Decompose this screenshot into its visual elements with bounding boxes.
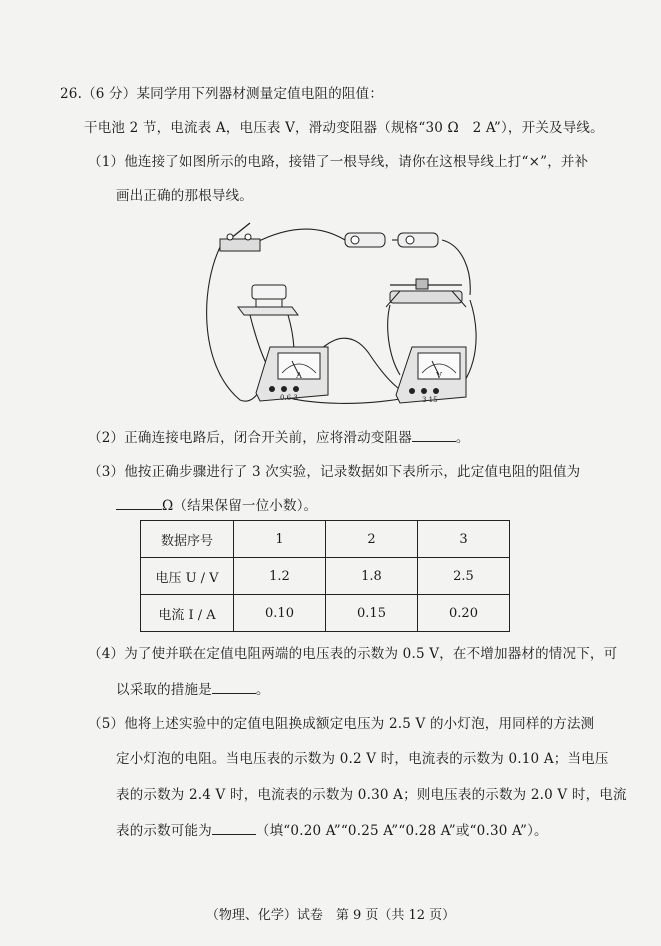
part3-text: Ω（结果保留一位小数）。 (162, 498, 318, 514)
part5-line2: 定小灯泡的电阻。当电压表的示数为 0.2 V 时，电流表的示数为 0.10 A；当电压 (116, 751, 609, 767)
voltmeter-label: V (436, 371, 442, 380)
battery-pair (345, 233, 438, 247)
part2-text: （2）正确连接电路后，闭合开关前，应将滑动变阻器 (88, 430, 412, 446)
circuit-diagram (200, 215, 490, 410)
ammeter-component (256, 347, 328, 402)
part2-line (88, 426, 470, 446)
part4-end: 。 (255, 682, 270, 698)
current-label: 电流 I / A (141, 595, 234, 632)
voltage-value: 2.5 (418, 558, 510, 595)
materials-text: 干电池 2 节，电流表 A，电压表 V，滑动变阻器（规格“30 Ω 2 A”），开关及导线。 (84, 120, 604, 136)
table-header-cell: 1 (234, 521, 326, 558)
table-header-cell: 数据序号 (141, 521, 234, 558)
question-title: 26.（6 分）某同学用下列器材测量定值电阻的阻值： (60, 86, 384, 102)
voltage-value: 1.2 (234, 558, 326, 595)
resistor-component (238, 285, 298, 315)
voltage-label: 电压 U / V (141, 558, 234, 595)
part3-answer-blank[interactable] (116, 497, 162, 510)
table-row-header (141, 521, 510, 558)
part2-answer-blank[interactable] (412, 429, 456, 442)
part5-text: 表的示数可能为 (116, 823, 212, 839)
voltage-value: 1.8 (326, 558, 418, 595)
voltmeter-terminals: 3 15 (422, 396, 438, 404)
part2-end: 。 (455, 430, 470, 446)
data-table (140, 520, 510, 632)
part5-line1: （5）他将上述实验中的定值电阻换成额定电压为 2.5 V 的小灯泡，用同样的方法测 (88, 716, 595, 732)
part4-line1: （4）为了使并联在定值电阻两端的电压表的示数为 0.5 V，在不增加器材的情况下，可 (88, 646, 618, 662)
part3-line1: （3）他按正确步骤进行了 3 次实验，记录数据如下表所示，此定值电阻的阻值为 (88, 464, 581, 480)
part4-line2 (116, 678, 270, 698)
part1-line1: （1）他连接了如图所示的电路，接错了一根导线，请你在这根导线上打“×”，并补 (88, 154, 589, 170)
part5-options: （填“0.20 A”“0.25 A”“0.28 A”或“0.30 A”）。 (255, 823, 548, 839)
ammeter-terminals: 0.6 3 (280, 394, 298, 402)
table-header-cell: 2 (326, 521, 418, 558)
part3-line2 (116, 494, 317, 514)
part4-text: 以采取的措施是 (116, 682, 212, 698)
rheostat-component (386, 279, 466, 307)
voltmeter-component (396, 347, 466, 404)
current-value: 0.15 (326, 595, 418, 632)
part4-answer-blank[interactable] (212, 681, 256, 694)
part5-line4 (116, 819, 548, 839)
table-row-voltage (141, 558, 510, 595)
current-value: 0.10 (234, 595, 326, 632)
table-row-current (141, 595, 510, 632)
part5-answer-blank[interactable] (212, 822, 256, 835)
part1-line2: 画出正确的那根导线。 (116, 188, 253, 204)
table-header-cell: 3 (418, 521, 510, 558)
current-value: 0.20 (418, 595, 510, 632)
ammeter-label: A (296, 371, 302, 380)
part5-line3: 表的示数为 2.4 V 时，电流表的示数为 0.30 A；则电压表的示数为 2.0 V 时，电流 (116, 787, 627, 803)
page-footer: （物理、化学）试卷 第 9 页（共 12 页） (205, 908, 456, 923)
switch-component (220, 223, 260, 251)
